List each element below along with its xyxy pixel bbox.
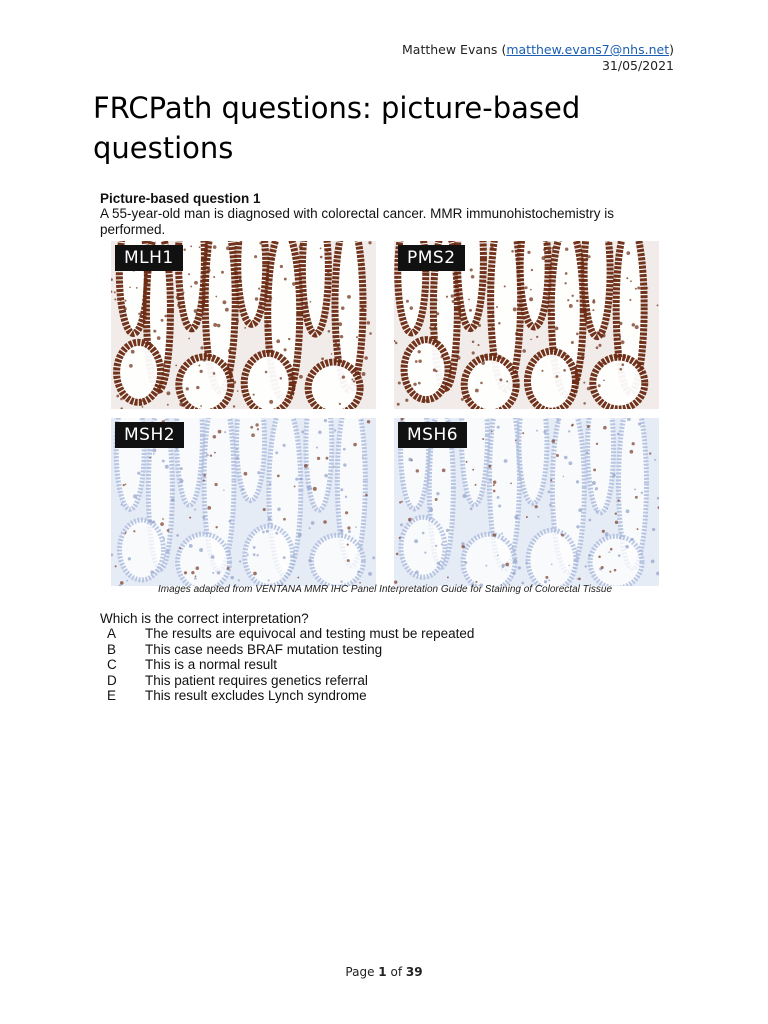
option-letter: B: [107, 641, 117, 657]
option-letter: A: [107, 626, 117, 641]
ihc-panel-msh2: [111, 418, 376, 586]
page-title: FRCPath questions: picture-based questions: [93, 91, 581, 165]
answer-option: [100, 642, 474, 658]
question-heading: Picture-based question 1: [100, 191, 261, 206]
option-text: This case needs BRAF mutation testing: [145, 641, 383, 657]
author-name: Matthew Evans: [402, 42, 498, 57]
option-letter: D: [107, 672, 117, 688]
answer-options: [100, 626, 474, 704]
page-word: Page: [345, 965, 375, 979]
document-date: 31/05/2021: [601, 58, 674, 73]
answer-option: [100, 657, 474, 673]
option-text: This is a normal result: [145, 657, 278, 672]
panel-label-msh6: MSH6: [398, 422, 467, 448]
close-paren: ): [669, 42, 674, 57]
option-letter: E: [107, 688, 117, 703]
answer-option: [100, 688, 474, 704]
ihc-panel-msh6: [394, 418, 659, 586]
panel-label-msh2: MSH2: [115, 422, 184, 448]
ihc-image-panel: [111, 241, 659, 586]
option-text: This result excludes Lynch syndrome: [145, 688, 367, 703]
answer-option: [100, 673, 474, 689]
author-line: [402, 42, 674, 58]
of-word: of: [390, 965, 403, 979]
ihc-panel-pms2: [394, 241, 659, 409]
page-footer: [0, 965, 768, 979]
document-header: [402, 42, 674, 74]
question-stem: A 55-year-old man is diagnosed with colorectal cancer. MMR immunohistochemistry is performed.: [100, 206, 614, 237]
panel-label-mlh1: MLH1: [115, 245, 183, 271]
open-paren: (: [501, 42, 507, 57]
image-caption: Images adapted from VENTANA MMR IHC Panel Interpretation Guide for Staining of Colorectal Tissue: [158, 584, 612, 595]
option-text: This patient requires genetics referral: [145, 672, 368, 688]
page-total: 39: [405, 965, 423, 979]
panel-label-pms2: PMS2: [398, 245, 465, 271]
option-text: The results are equivocal and testing must be repeated: [145, 626, 475, 641]
ihc-panel-mlh1: [111, 241, 376, 409]
option-letter: C: [107, 657, 117, 672]
question-prompt: Which is the correct interpretation?: [100, 611, 309, 626]
page-current: 1: [378, 965, 387, 979]
author-email-link[interactable]: matthew.evans7@nhs.net: [506, 42, 670, 57]
answer-option: [100, 626, 474, 642]
